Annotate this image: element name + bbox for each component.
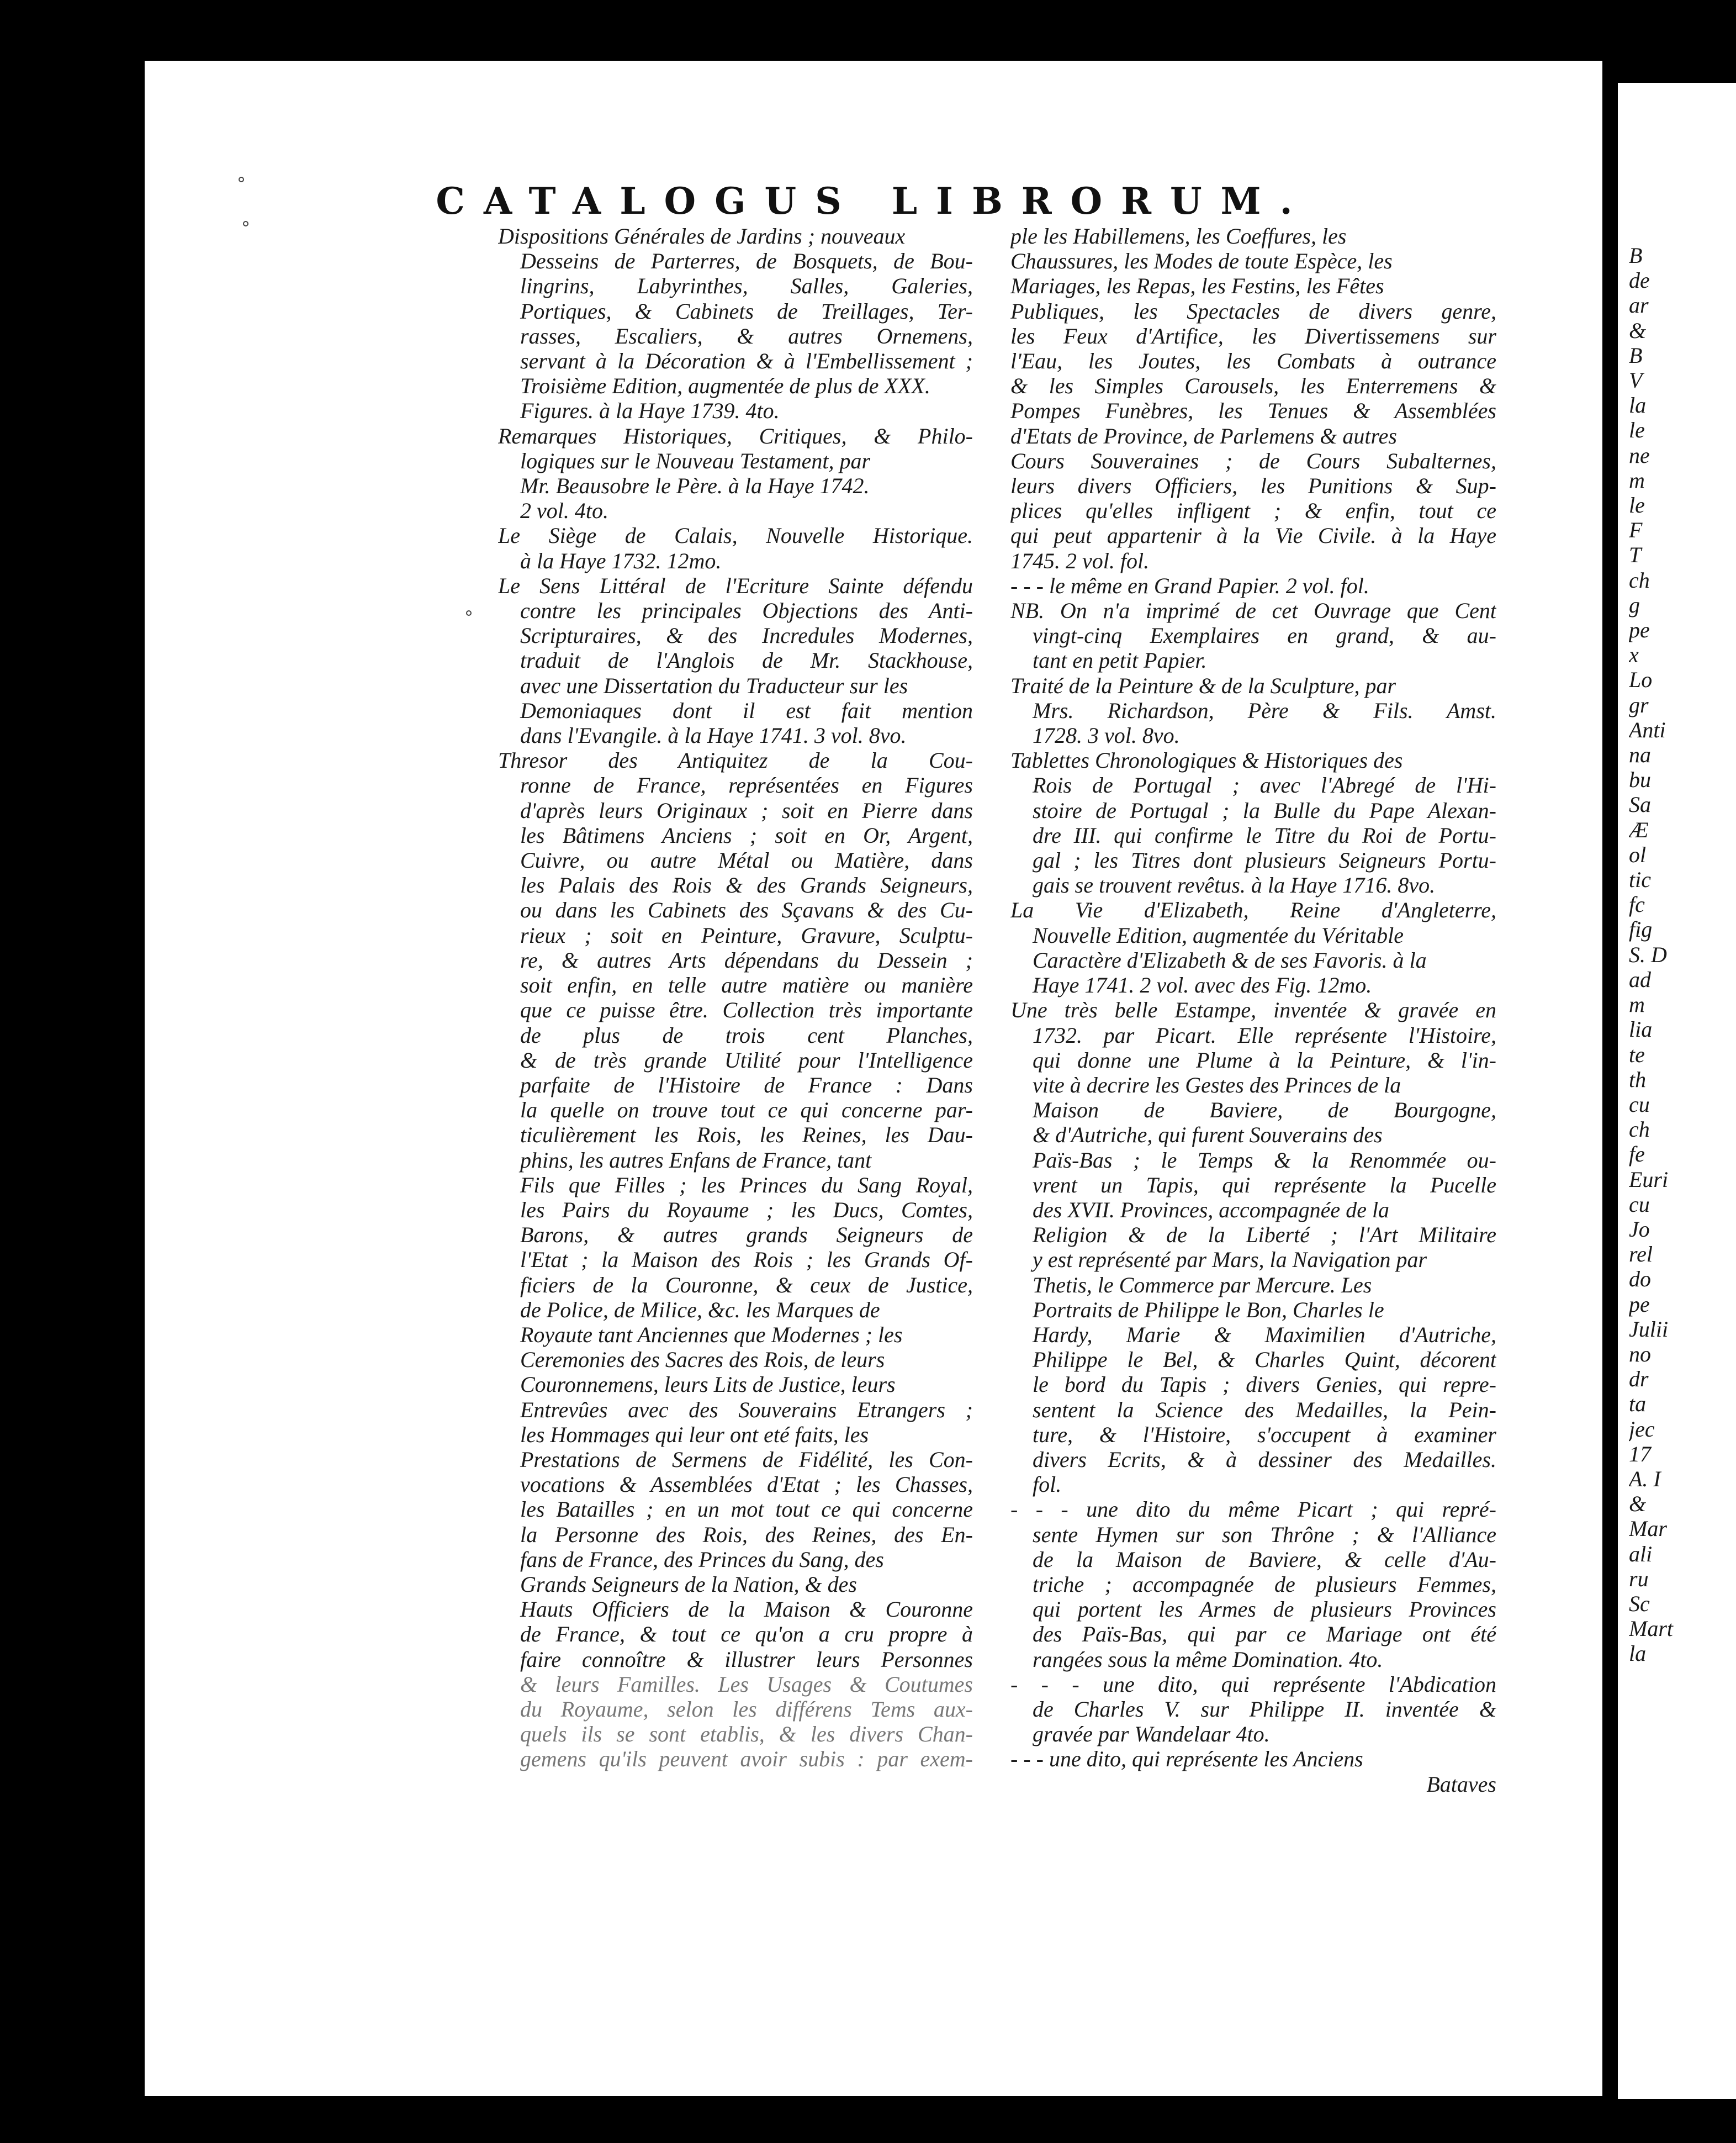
text-line: les Hommages qui leur ont eté faits, les [520, 1422, 869, 1447]
text-line: bu [1629, 767, 1651, 793]
text-line: lingrins, Labyrinthes, Salles, Galeries, [520, 273, 973, 299]
text-line: les Bâtimens Anciens ; soit en Or, Argent, [520, 822, 973, 848]
text-line: ar [1629, 293, 1649, 318]
text-line: vrent un Tapis, qui représente la Pucelle [1033, 1172, 1496, 1197]
text-line: la quelle on trouve tout ce qui concerne par- [520, 1097, 973, 1123]
text-line: jec [1629, 1416, 1655, 1442]
text-line: Sc [1629, 1591, 1650, 1616]
text-line: de [1629, 268, 1650, 293]
text-line: & leurs Familles. Les Usages & Coutumes [520, 1671, 973, 1697]
text-line: ple les Habillemens, les Coeffures, les [1010, 224, 1347, 249]
text-line: Thetis, le Commerce par Mercure. Les [1033, 1272, 1372, 1297]
text-line: des XVII. Provinces, accompagnée de la [1033, 1197, 1390, 1222]
text-line: 1732. par Picart. Elle représente l'Histoire, [1033, 1022, 1496, 1048]
text-line: vite à decrire les Gestes des Princes de la [1033, 1072, 1401, 1097]
text-line: Cours Souveraines ; de Cours Subalternes, [1010, 448, 1496, 473]
text-line: Hauts Officiers de la Maison & Couronne [520, 1597, 973, 1622]
text-line: fc [1629, 892, 1645, 917]
text-line: Mrs. Richardson, Père & Fils. Amst. [1033, 698, 1496, 723]
text-line: les Pairs du Royaume ; les Ducs, Comtes, [520, 1197, 973, 1222]
text-line: rasses, Escaliers, & autres Ornemens, [520, 323, 973, 349]
text-line: Maison de Baviere, de Bourgogne, [1033, 1097, 1496, 1123]
text-line: dr [1629, 1366, 1649, 1392]
text-line: y est représenté par Mars, la Navigation par [1033, 1247, 1427, 1273]
text-line: Julii [1629, 1316, 1669, 1342]
text-line: Couronnemens, leurs Lits de Justice, leurs [520, 1372, 896, 1397]
text-line: tic [1629, 867, 1651, 893]
text-line: ne [1629, 442, 1650, 468]
margin-speck [466, 610, 472, 616]
text-line: na [1629, 742, 1651, 768]
text-line: Barons, & autres grands Seigneurs de [520, 1222, 973, 1248]
text-line: plices qu'elles infligent ; & enfin, tout ce [1010, 498, 1496, 524]
text-line: Hardy, Marie & Maximilien d'Autriche, [1033, 1322, 1496, 1347]
text-line: Æ [1629, 817, 1649, 842]
text-line: ch [1629, 567, 1650, 593]
text-line: do [1629, 1266, 1651, 1292]
text-line: phins, les autres Enfans de France, tant [520, 1147, 872, 1173]
text-line: 1728. 3 vol. 8vo. [1033, 723, 1180, 748]
text-line: triche ; accompagnée de plusieurs Femmes, [1033, 1571, 1496, 1597]
left-column [498, 224, 973, 1772]
text-line: La Vie d'Elizabeth, Reine d'Angleterre, [1010, 898, 1496, 923]
text-line: Philippe le Bel, & Charles Quint, décorent [1033, 1347, 1496, 1373]
text-line: pe [1629, 617, 1650, 643]
text-line: re, & autres Arts dépendans du Dessein ; [520, 947, 973, 973]
text-line: g [1629, 592, 1640, 617]
text-line: soit enfin, en telle autre matière ou manière [520, 973, 973, 998]
text-line: ou dans les Cabinets des Sçavans & des Cu- [520, 898, 973, 923]
text-line: stoire de Portugal ; la Bulle du Pape Alexan- [1033, 798, 1496, 823]
text-line: Mar [1629, 1516, 1667, 1542]
text-line: Thresor des Antiquitez de la Cou- [498, 748, 973, 773]
text-line: qui portent les Armes de plusieurs Provinces [1033, 1597, 1496, 1622]
text-line: sente Hymen sur son Thrône ; & l'Alliance [1033, 1522, 1496, 1547]
text-line: T [1629, 542, 1642, 568]
text-line: parfaite de l'Histoire de France : Dans [520, 1072, 973, 1097]
text-line: qui peut appartenir à la Vie Civile. à la Haye [1010, 523, 1496, 548]
text-line: fans de France, des Princes du Sang, des [520, 1546, 884, 1572]
text-line: Sa [1629, 792, 1651, 817]
text-line: Euri [1629, 1166, 1669, 1192]
text-line: & les Simples Carousels, les Enterremens & [1010, 373, 1496, 399]
text-line: des Païs-Bas, qui par ce Mariage ont été [1033, 1622, 1496, 1647]
text-line: le bord du Tapis ; divers Genies, qui repre- [1033, 1372, 1496, 1397]
margin-speck [239, 177, 244, 182]
text-line: V [1629, 368, 1643, 393]
text-line: ol [1629, 842, 1647, 867]
text-line: rieux ; soit en Peinture, Gravure, Sculptu- [520, 922, 973, 948]
text-line: m [1629, 467, 1645, 493]
running-head: CATALOGUS LIBRORUM. [436, 180, 1311, 223]
text-line: la Personne des Rois, des Reines, des En- [520, 1522, 973, 1547]
text-line: Le Sens Littéral de l'Ecriture Sainte défendu [498, 573, 973, 598]
catalogue-page [145, 61, 1602, 2096]
text-line: Nouvelle Edition, augmentée du Véritable [1033, 922, 1404, 948]
text-line: rangées sous la même Domination. 4to. [1033, 1646, 1383, 1672]
text-line: - - - une dito, qui représente les Anciens [1010, 1746, 1363, 1772]
text-line: Fils que Filles ; les Princes du Sang Royal, [520, 1172, 973, 1197]
text-line: Ceremonies des Sacres des Rois, de leurs [520, 1347, 885, 1373]
text-line: logiques sur le Nouveau Testament, par [520, 448, 871, 473]
facing-page-edge [1618, 83, 1736, 2099]
text-line: ch [1629, 1117, 1650, 1142]
text-line: ficiers de la Couronne, & ceux de Justice, [520, 1272, 973, 1297]
text-line: le [1629, 493, 1645, 518]
text-line: Troisième Edition, augmentée de plus de XXX. [520, 373, 930, 399]
text-line: sentent la Science des Medailles, la Pein- [1033, 1397, 1496, 1422]
text-line: Païs-Bas ; le Temps & la Renommée ou- [1033, 1147, 1496, 1173]
text-line: la [1629, 393, 1647, 418]
text-line: Portraits de Philippe le Bon, Charles le [1033, 1297, 1384, 1322]
text-line: Chaussures, les Modes de toute Espèce, les [1010, 249, 1393, 274]
text-line: de la Maison de Baviere, & celle d'Au- [1033, 1546, 1496, 1572]
text-line: x [1629, 642, 1639, 668]
text-line: avec une Dissertation du Traducteur sur les [520, 673, 908, 698]
text-line: m [1629, 992, 1645, 1017]
text-line: Tablettes Chronologiques & Historiques des [1010, 748, 1403, 773]
text-line: vocations & Assemblées d'Etat ; les Chasses, [520, 1472, 973, 1497]
text-line: les Batailles ; en un mot tout ce qui concerne [520, 1497, 973, 1522]
text-line: Portiques, & Cabinets de Treillages, Ter- [520, 298, 973, 324]
text-line: gr [1629, 692, 1649, 717]
text-line: divers Ecrits, & à dessiner des Medailles. [1033, 1447, 1496, 1472]
text-line: gal ; les Titres dont plusieurs Seigneurs Portu- [1033, 848, 1496, 873]
text-line: la [1629, 1641, 1647, 1666]
text-line: Demoniaques dont il est fait mention [520, 698, 973, 723]
text-line: rel [1629, 1242, 1653, 1267]
text-line: Figures. à la Haye 1739. 4to. [520, 398, 780, 424]
text-line: gais se trouvent revêtus. à la Haye 1716. 8vo. [1033, 873, 1436, 898]
text-line: Jo [1629, 1216, 1650, 1242]
text-line: 1745. 2 vol. fol. [1010, 548, 1150, 573]
text-line: leurs divers Officiers, les Punitions & Sup- [1010, 473, 1496, 499]
text-line: Mart [1629, 1616, 1673, 1641]
text-line: d'après leurs Originaux ; soit en Pierre dans [520, 798, 973, 823]
text-line: NB. On n'a imprimé de cet Ouvrage que Cent [1010, 598, 1496, 624]
text-line: de plus de trois cent Planches, [520, 1022, 973, 1048]
text-line: de Police, de Milice, &c. les Marques de [520, 1297, 880, 1322]
text-line: th [1629, 1067, 1647, 1092]
text-line: - - - une dito du même Picart ; qui repré- [1010, 1497, 1496, 1522]
text-line: Bataves [1426, 1771, 1496, 1797]
text-line: & d'Autriche, qui furent Souverains des [1033, 1122, 1383, 1148]
text-line: Entrevûes avec des Souverains Etrangers ; [520, 1397, 973, 1422]
text-line: que ce puisse être. Collection très importante [520, 997, 973, 1023]
text-line: Religion & de la Liberté ; l'Art Militaire [1033, 1222, 1496, 1248]
text-line: S. D [1629, 942, 1667, 967]
text-line: pe [1629, 1291, 1650, 1317]
text-line: Haye 1741. 2 vol. avec des Fig. 12mo. [1033, 973, 1372, 998]
text-line: les Palais des Rois & des Grands Seigneurs, [520, 873, 973, 898]
text-line: B [1629, 243, 1643, 268]
text-line: A. I [1629, 1466, 1661, 1491]
text-line: Une très belle Estampe, inventée & gravée en [1010, 997, 1496, 1023]
text-line: vingt-cinq Exemplaires en grand, & au- [1033, 623, 1496, 648]
text-line: lia [1629, 1017, 1653, 1042]
text-line: ru [1629, 1566, 1649, 1591]
text-line: fig [1629, 917, 1653, 942]
text-line: & de très grande Utilité pour l'Intelligence [520, 1047, 973, 1073]
text-line: qui donne une Plume à la Peinture, & l'in- [1033, 1047, 1496, 1073]
text-line: de Charles V. sur Philippe II. inventée & [1033, 1696, 1496, 1722]
text-line: te [1629, 1042, 1645, 1067]
text-line: 2 vol. 4to. [520, 498, 608, 524]
text-line: Anti [1629, 717, 1666, 742]
text-line: dans l'Evangile. à la Haye 1741. 3 vol. 8vo. [520, 723, 907, 748]
text-line: gemens qu'ils peuvent avoir subis : par exem- [520, 1746, 973, 1772]
text-line: cu [1629, 1091, 1650, 1117]
text-line: Pompes Funèbres, les Tenues & Assemblées [1010, 398, 1496, 424]
text-line: Le Siège de Calais, Nouvelle Historique. [498, 523, 973, 548]
text-line: contre les principales Objections des Anti- [520, 598, 973, 624]
text-line: no [1629, 1341, 1651, 1366]
text-line: Rois de Portugal ; avec l'Abregé de l'Hi- [1033, 773, 1496, 798]
text-line: ta [1629, 1391, 1647, 1417]
text-line: Traité de la Peinture & de la Sculpture, par [1010, 673, 1396, 698]
text-line: Mariages, les Repas, les Festins, les Fêtes [1010, 273, 1384, 299]
facing-page-fragments [1629, 243, 1736, 1666]
right-column [1010, 224, 1496, 1797]
text-line: cu [1629, 1191, 1650, 1217]
text-line: quels ils se sont etablis, & les divers Chan- [520, 1722, 973, 1747]
text-line: d'Etats de Province, de Parlemens & autres [1010, 423, 1397, 448]
text-line: ad [1629, 967, 1651, 992]
text-line: - - - le même en Grand Papier. 2 vol. fol. [1010, 573, 1369, 598]
text-line: gravée par Wandelaar 4to. [1033, 1722, 1270, 1747]
text-line: Remarques Historiques, Critiques, & Philo- [498, 423, 973, 448]
text-line: & [1629, 1491, 1647, 1517]
text-line: l'Eau, les Joutes, les Combats à outrance [1010, 349, 1496, 374]
text-line: le [1629, 418, 1645, 443]
margin-speck [243, 221, 248, 226]
text-line: faire connoître & illustrer leurs Personnes [520, 1646, 973, 1672]
text-line: ali [1629, 1541, 1653, 1566]
text-line: fe [1629, 1142, 1645, 1167]
text-line: Dispositions Générales de Jardins ; nouveaux [498, 224, 906, 249]
text-line: servant à la Décoration & à l'Embellissement ; [520, 349, 973, 374]
text-line: à la Haye 1732. 12mo. [520, 548, 722, 573]
text-line: tant en petit Papier. [1033, 648, 1207, 673]
text-line: dre III. qui confirme le Titre du Roi de Portu- [1033, 822, 1496, 848]
text-line: 17 [1629, 1441, 1651, 1466]
text-line: Scripturaires, & des Incredules Modernes, [520, 623, 973, 648]
text-line: de France, & tout ce qu'on a cru propre à [520, 1622, 973, 1647]
text-line: traduit de l'Anglois de Mr. Stackhouse, [520, 648, 973, 673]
text-line: B [1629, 342, 1643, 368]
text-line: les Feux d'Artifice, les Divertissemens sur [1010, 323, 1496, 349]
text-line: Lo [1629, 667, 1653, 693]
text-line: ture, & l'Histoire, s'occupent à examiner [1033, 1422, 1496, 1447]
text-line: Mr. Beausobre le Père. à la Haye 1742. [520, 473, 870, 499]
text-line: Publiques, les Spectacles de divers genre, [1010, 298, 1496, 324]
text-line: du Royaume, selon les différens Tems aux- [520, 1696, 973, 1722]
text-line: Royaute tant Anciennes que Modernes ; les [520, 1322, 903, 1347]
text-line: fol. [1033, 1472, 1062, 1497]
text-line: & [1629, 318, 1647, 343]
text-line: Caractère d'Elizabeth & de ses Favoris. à la [1033, 947, 1427, 973]
text-line: F [1629, 518, 1643, 543]
text-line: ticulièrement les Rois, les Reines, les Dau- [520, 1122, 973, 1148]
text-line: l'Etat ; la Maison des Rois ; les Grands Of- [520, 1247, 973, 1273]
text-line: ronne de France, représentées en Figures [520, 773, 973, 798]
text-line: Cuivre, ou autre Métal ou Matière, dans [520, 848, 973, 873]
text-line: - - - une dito, qui représente l'Abdication [1010, 1671, 1496, 1697]
text-line: Prestations de Sermens de Fidélité, les Con- [520, 1447, 973, 1472]
text-line: Desseins de Parterres, de Bosquets, de Bou- [520, 249, 973, 274]
text-line: Grands Seigneurs de la Nation, & des [520, 1571, 857, 1597]
